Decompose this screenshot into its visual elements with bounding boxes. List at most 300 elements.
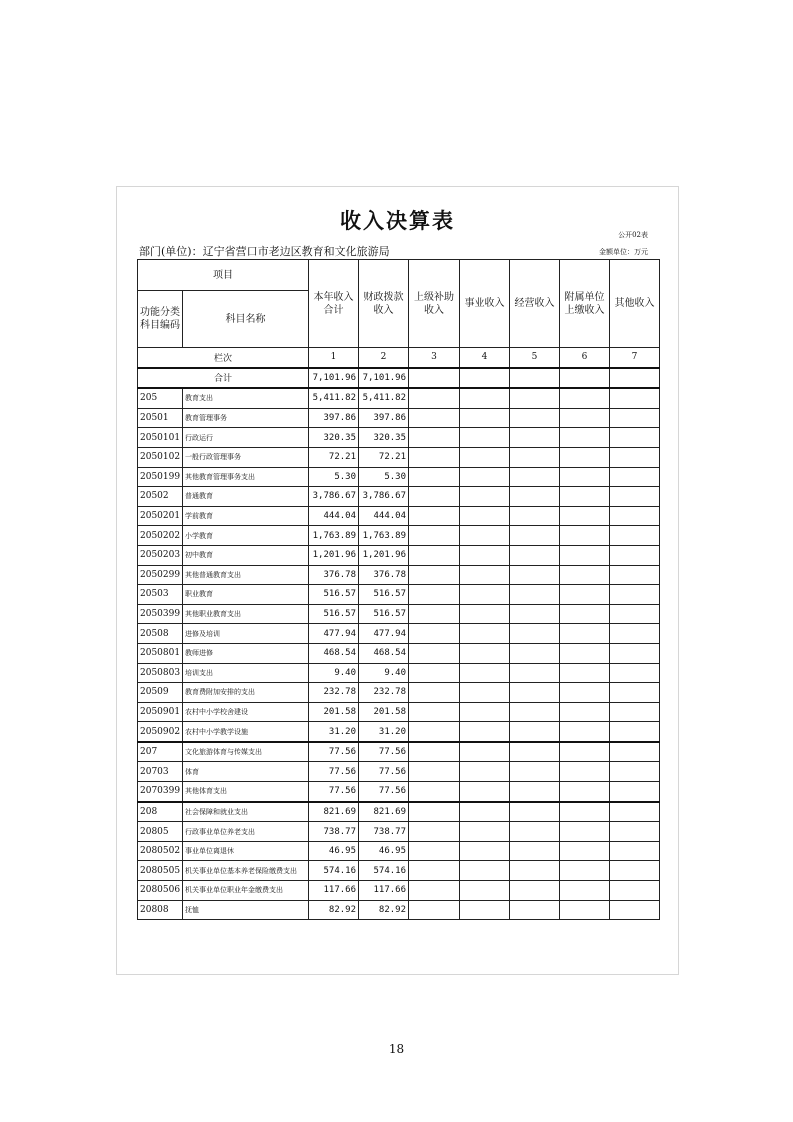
table-row: [138, 742, 660, 762]
table-row: [138, 702, 660, 722]
row-code: 2050202: [138, 526, 183, 546]
row-total-income: 77.56: [309, 742, 359, 762]
table-row: [138, 782, 660, 802]
row-code: 2050102: [138, 447, 183, 467]
row-fiscal-income: 738.77: [359, 822, 409, 842]
empty-cell: [409, 742, 460, 762]
row-subject-name: 农村中小学校舍建设: [183, 702, 309, 722]
empty-cell: [460, 624, 510, 644]
table-row: [138, 585, 660, 605]
empty-cell: [460, 683, 510, 703]
row-subject-name: 社会保障和就业支出: [183, 802, 309, 822]
row-fiscal-income: 232.78: [359, 683, 409, 703]
empty-cell: [510, 408, 560, 428]
empty-cell: [460, 782, 510, 802]
empty-cell: [409, 604, 460, 624]
row-subject-name: 行政事业单位养老支出: [183, 822, 309, 842]
table-row: [138, 428, 660, 448]
empty-cell: [560, 841, 610, 861]
empty-cell: [510, 841, 560, 861]
empty-cell: [560, 545, 610, 565]
table-row: [138, 900, 660, 920]
row-fiscal-income: 477.94: [359, 624, 409, 644]
empty-cell: [610, 428, 660, 448]
empty-cell: [460, 663, 510, 683]
row-subject-name: 机关事业单位基本养老保险缴费支出: [183, 861, 309, 881]
row-code: 2050299: [138, 565, 183, 585]
col-number: 5: [510, 348, 560, 368]
row-subject-name: 事业单位离退休: [183, 841, 309, 861]
empty-cell: [460, 467, 510, 487]
row-total-income: 468.54: [309, 643, 359, 663]
empty-cell: [610, 447, 660, 467]
row-code: 2050203: [138, 545, 183, 565]
row-total-income: 72.21: [309, 447, 359, 467]
row-fiscal-income: 5,411.82: [359, 388, 409, 408]
empty-cell: [610, 683, 660, 703]
row-total-income: 5.30: [309, 467, 359, 487]
row-fiscal-income: 444.04: [359, 506, 409, 526]
table-row: [138, 506, 660, 526]
row-fiscal-income: 574.16: [359, 861, 409, 881]
row-fiscal-income: 397.86: [359, 408, 409, 428]
col-index-label: 栏次: [138, 348, 309, 368]
empty-cell: [610, 861, 660, 881]
empty-cell: [510, 782, 560, 802]
row-fiscal-income: 9.40: [359, 663, 409, 683]
table-row: [138, 388, 660, 408]
row-subject-name: 进修及培训: [183, 624, 309, 644]
empty-cell: [560, 388, 610, 408]
row-total-income: 516.57: [309, 585, 359, 605]
empty-cell: [460, 822, 510, 842]
empty-cell: [510, 861, 560, 881]
row-subject-name: 其他教育管理事务支出: [183, 467, 309, 487]
table-row: [138, 643, 660, 663]
row-subject-name: 农村中小学教学设施: [183, 722, 309, 742]
row-code: 20703: [138, 762, 183, 782]
total-label: 合计: [138, 368, 309, 389]
row-total-income: 232.78: [309, 683, 359, 703]
empty-cell: [610, 663, 660, 683]
empty-cell: [610, 900, 660, 920]
table-row: [138, 545, 660, 565]
empty-cell: [460, 861, 510, 881]
empty-cell: [460, 408, 510, 428]
empty-cell: [409, 762, 460, 782]
empty-cell: [409, 545, 460, 565]
empty-cell: [560, 802, 610, 822]
empty-cell: [510, 447, 560, 467]
empty-cell: [560, 604, 610, 624]
row-fiscal-income: 117.66: [359, 881, 409, 901]
row-total-income: 516.57: [309, 604, 359, 624]
col-header-4: 事业收入: [460, 260, 510, 348]
table-row: [138, 881, 660, 901]
empty-cell: [460, 802, 510, 822]
empty-cell: [510, 802, 560, 822]
empty-cell: [409, 447, 460, 467]
empty-cell: [409, 841, 460, 861]
row-code: 205: [138, 388, 183, 408]
row-subject-name: 培训支出: [183, 663, 309, 683]
empty-cell: [560, 782, 610, 802]
empty-cell: [460, 585, 510, 605]
row-code: 2050399: [138, 604, 183, 624]
row-subject-name: 初中教育: [183, 545, 309, 565]
empty-cell: [610, 408, 660, 428]
empty-cell: [610, 742, 660, 762]
income-table: [137, 259, 660, 920]
row-code: 20509: [138, 683, 183, 703]
row-fiscal-income: 5.30: [359, 467, 409, 487]
empty-cell: [610, 526, 660, 546]
row-total-income: 376.78: [309, 565, 359, 585]
row-subject-name: 学前教育: [183, 506, 309, 526]
empty-cell: [610, 545, 660, 565]
empty-cell: [510, 762, 560, 782]
empty-cell: [510, 822, 560, 842]
empty-cell: [610, 624, 660, 644]
empty-cell: [560, 467, 610, 487]
row-code: 2080505: [138, 861, 183, 881]
empty-cell: [409, 881, 460, 901]
table-row: [138, 861, 660, 881]
row-subject-name: 职业教育: [183, 585, 309, 605]
empty-cell: [510, 467, 560, 487]
row-subject-name: 机关事业单位职业年金缴费支出: [183, 881, 309, 901]
form-code: 公开02表: [618, 231, 648, 239]
table-row: [138, 841, 660, 861]
empty-cell: [610, 585, 660, 605]
table-row: [138, 408, 660, 428]
row-fiscal-income: 1,201.96: [359, 545, 409, 565]
empty-cell: [610, 487, 660, 507]
empty-cell: [510, 722, 560, 742]
empty-cell: [409, 487, 460, 507]
row-code: 2050901: [138, 702, 183, 722]
empty-cell: [510, 702, 560, 722]
empty-cell: [510, 663, 560, 683]
row-fiscal-income: 1,763.89: [359, 526, 409, 546]
row-code: 20805: [138, 822, 183, 842]
empty-cell: [560, 487, 610, 507]
row-total-income: 77.56: [309, 782, 359, 802]
empty-cell: [409, 802, 460, 822]
row-subject-name: 其他普通教育支出: [183, 565, 309, 585]
empty-cell: [409, 683, 460, 703]
row-subject-name: 体育: [183, 762, 309, 782]
row-fiscal-income: 77.56: [359, 762, 409, 782]
row-total-income: 5,411.82: [309, 388, 359, 408]
empty-cell: [560, 428, 610, 448]
empty-cell: [460, 565, 510, 585]
empty-cell: [510, 881, 560, 901]
row-subject-name: 教育支出: [183, 388, 309, 408]
row-total-income: 9.40: [309, 663, 359, 683]
row-code: 2070399: [138, 782, 183, 802]
empty-cell: [409, 643, 460, 663]
empty-cell: [610, 802, 660, 822]
empty-cell: [560, 683, 610, 703]
empty-cell: [560, 900, 610, 920]
empty-cell: [460, 604, 510, 624]
empty-cell: [409, 428, 460, 448]
row-code: 2080506: [138, 881, 183, 901]
row-total-income: 31.20: [309, 722, 359, 742]
empty-cell: [610, 643, 660, 663]
row-fiscal-income: 468.54: [359, 643, 409, 663]
empty-cell: [409, 526, 460, 546]
empty-cell: [510, 683, 560, 703]
empty-cell: [460, 506, 510, 526]
empty-cell: [460, 900, 510, 920]
row-fiscal-income: 46.95: [359, 841, 409, 861]
row-total-income: 77.56: [309, 762, 359, 782]
col-header-3: 上级补助收入: [409, 260, 460, 348]
empty-cell: [610, 722, 660, 742]
empty-cell: [560, 506, 610, 526]
row-total-income: 738.77: [309, 822, 359, 842]
empty-cell: [409, 900, 460, 920]
empty-cell: [510, 487, 560, 507]
empty-cell: [460, 526, 510, 546]
row-fiscal-income: 516.57: [359, 604, 409, 624]
empty-cell: [560, 742, 610, 762]
empty-cell: [409, 624, 460, 644]
row-code: 20503: [138, 585, 183, 605]
empty-cell: [610, 782, 660, 802]
empty-cell: [409, 702, 460, 722]
empty-cell: [510, 526, 560, 546]
empty-cell: [560, 822, 610, 842]
table-row: [138, 762, 660, 782]
row-subject-name: 一般行政管理事务: [183, 447, 309, 467]
page-number: 18: [388, 1042, 405, 1056]
row-total-income: 3,786.67: [309, 487, 359, 507]
empty-cell: [560, 861, 610, 881]
col-number: 2: [359, 348, 409, 368]
department-label: 部门(单位)：辽宁省营口市老边区教育和文化旅游局: [139, 245, 390, 258]
row-fiscal-income: 320.35: [359, 428, 409, 448]
col-number: 6: [560, 348, 610, 368]
col-number: 3: [409, 348, 460, 368]
row-fiscal-income: 201.58: [359, 702, 409, 722]
row-fiscal-income: 821.69: [359, 802, 409, 822]
table-row: [138, 822, 660, 842]
empty-cell: [610, 822, 660, 842]
empty-cell: [460, 545, 510, 565]
col-number: 4: [460, 348, 510, 368]
empty-cell: [409, 663, 460, 683]
row-code: 2050902: [138, 722, 183, 742]
row-fiscal-income: 31.20: [359, 722, 409, 742]
row-code: 2050101: [138, 428, 183, 448]
empty-cell: [560, 702, 610, 722]
row-total-income: 574.16: [309, 861, 359, 881]
row-subject-name: 教师进修: [183, 643, 309, 663]
empty-cell: [409, 506, 460, 526]
total-row: [138, 368, 660, 389]
empty-cell: [610, 702, 660, 722]
empty-cell: [610, 762, 660, 782]
row-total-income: 320.35: [309, 428, 359, 448]
row-total-income: 46.95: [309, 841, 359, 861]
table-row: [138, 683, 660, 703]
row-subject-name: 行政运行: [183, 428, 309, 448]
empty-cell: [510, 643, 560, 663]
row-total-income: 444.04: [309, 506, 359, 526]
col-header-7: 其他收入: [610, 260, 660, 348]
empty-cell: [409, 388, 460, 408]
unit-label: 金额单位：万元: [599, 248, 648, 256]
row-fiscal-income: 376.78: [359, 565, 409, 585]
empty-cell: [510, 742, 560, 762]
total-income: 7,101.96: [309, 368, 359, 389]
row-total-income: 117.66: [309, 881, 359, 901]
empty-cell: [460, 722, 510, 742]
table-row: [138, 526, 660, 546]
empty-cell: [409, 565, 460, 585]
row-fiscal-income: 77.56: [359, 742, 409, 762]
empty-cell: [610, 604, 660, 624]
row-code: 20502: [138, 487, 183, 507]
empty-cell: [409, 585, 460, 605]
empty-cell: [560, 762, 610, 782]
empty-cell: [560, 565, 610, 585]
empty-cell: [460, 762, 510, 782]
empty-cell: [460, 487, 510, 507]
empty-cell: [560, 447, 610, 467]
table-body: [138, 368, 660, 920]
row-total-income: 82.92: [309, 900, 359, 920]
empty-cell: [510, 545, 560, 565]
row-total-income: 201.58: [309, 702, 359, 722]
col-number: 1: [309, 348, 359, 368]
row-fiscal-income: 3,786.67: [359, 487, 409, 507]
col-header-6: 附属单位上缴收入: [560, 260, 610, 348]
table-row: [138, 467, 660, 487]
row-subject-name: 抚恤: [183, 900, 309, 920]
empty-cell: [610, 881, 660, 901]
empty-cell: [560, 722, 610, 742]
row-total-income: 477.94: [309, 624, 359, 644]
table-row: [138, 604, 660, 624]
empty-cell: [610, 467, 660, 487]
row-code: 2080502: [138, 841, 183, 861]
empty-cell: [510, 506, 560, 526]
empty-cell: [510, 565, 560, 585]
col-header-2: 财政拨款收入: [359, 260, 409, 348]
row-code: 2050801: [138, 643, 183, 663]
empty-cell: [510, 388, 560, 408]
row-fiscal-income: 72.21: [359, 447, 409, 467]
row-subject-name: 其他体育支出: [183, 782, 309, 802]
empty-cell: [409, 408, 460, 428]
row-code: 20501: [138, 408, 183, 428]
empty-cell: [610, 388, 660, 408]
row-code: 2050199: [138, 467, 183, 487]
row-total-income: 1,763.89: [309, 526, 359, 546]
table-row: [138, 624, 660, 644]
table-row: [138, 722, 660, 742]
empty-cell: [560, 624, 610, 644]
document-sheet: [116, 186, 679, 975]
row-subject-name: 普通教育: [183, 487, 309, 507]
row-code: 207: [138, 742, 183, 762]
row-fiscal-income: 82.92: [359, 900, 409, 920]
row-subject-name: 其他职业教育支出: [183, 604, 309, 624]
empty-cell: [460, 428, 510, 448]
row-fiscal-income: 77.56: [359, 782, 409, 802]
col-number: 7: [610, 348, 660, 368]
project-header: 项目: [138, 260, 309, 291]
row-subject-name: 文化旅游体育与传媒支出: [183, 742, 309, 762]
empty-cell: [409, 822, 460, 842]
empty-cell: [460, 881, 510, 901]
row-subject-name: 小学教育: [183, 526, 309, 546]
empty-cell: [460, 447, 510, 467]
table-row: [138, 447, 660, 467]
empty-cell: [409, 722, 460, 742]
empty-cell: [409, 861, 460, 881]
empty-cell: [460, 702, 510, 722]
row-code: 20808: [138, 900, 183, 920]
table-row: [138, 663, 660, 683]
empty-cell: [560, 526, 610, 546]
empty-cell: [460, 841, 510, 861]
empty-cell: [510, 585, 560, 605]
empty-cell: [610, 506, 660, 526]
empty-cell: [409, 467, 460, 487]
empty-cell: [560, 881, 610, 901]
row-total-income: 821.69: [309, 802, 359, 822]
col-header-1: 本年收入合计: [309, 260, 359, 348]
row-subject-name: 教育管理事务: [183, 408, 309, 428]
table-row: [138, 487, 660, 507]
empty-cell: [610, 565, 660, 585]
empty-cell: [460, 388, 510, 408]
row-fiscal-income: 516.57: [359, 585, 409, 605]
subject-name-header: 科目名称: [183, 291, 309, 348]
row-code: 2050201: [138, 506, 183, 526]
empty-cell: [560, 663, 610, 683]
empty-cell: [510, 604, 560, 624]
empty-cell: [560, 643, 610, 663]
table-row: [138, 802, 660, 822]
empty-cell: [560, 408, 610, 428]
row-total-income: 397.86: [309, 408, 359, 428]
row-code: 2050803: [138, 663, 183, 683]
empty-cell: [510, 624, 560, 644]
page-title: 收入决算表: [340, 208, 455, 233]
empty-cell: [460, 643, 510, 663]
row-subject-name: 教育费附加安排的支出: [183, 683, 309, 703]
col-header-5: 经营收入: [510, 260, 560, 348]
row-code: 208: [138, 802, 183, 822]
func-code-header: 功能分类科目编码: [138, 291, 183, 348]
empty-cell: [560, 585, 610, 605]
row-total-income: 1,201.96: [309, 545, 359, 565]
empty-cell: [610, 841, 660, 861]
empty-cell: [460, 742, 510, 762]
row-code: 20508: [138, 624, 183, 644]
total-fiscal: 7,101.96: [359, 368, 409, 389]
empty-cell: [510, 428, 560, 448]
table-row: [138, 565, 660, 585]
empty-cell: [510, 900, 560, 920]
empty-cell: [409, 782, 460, 802]
